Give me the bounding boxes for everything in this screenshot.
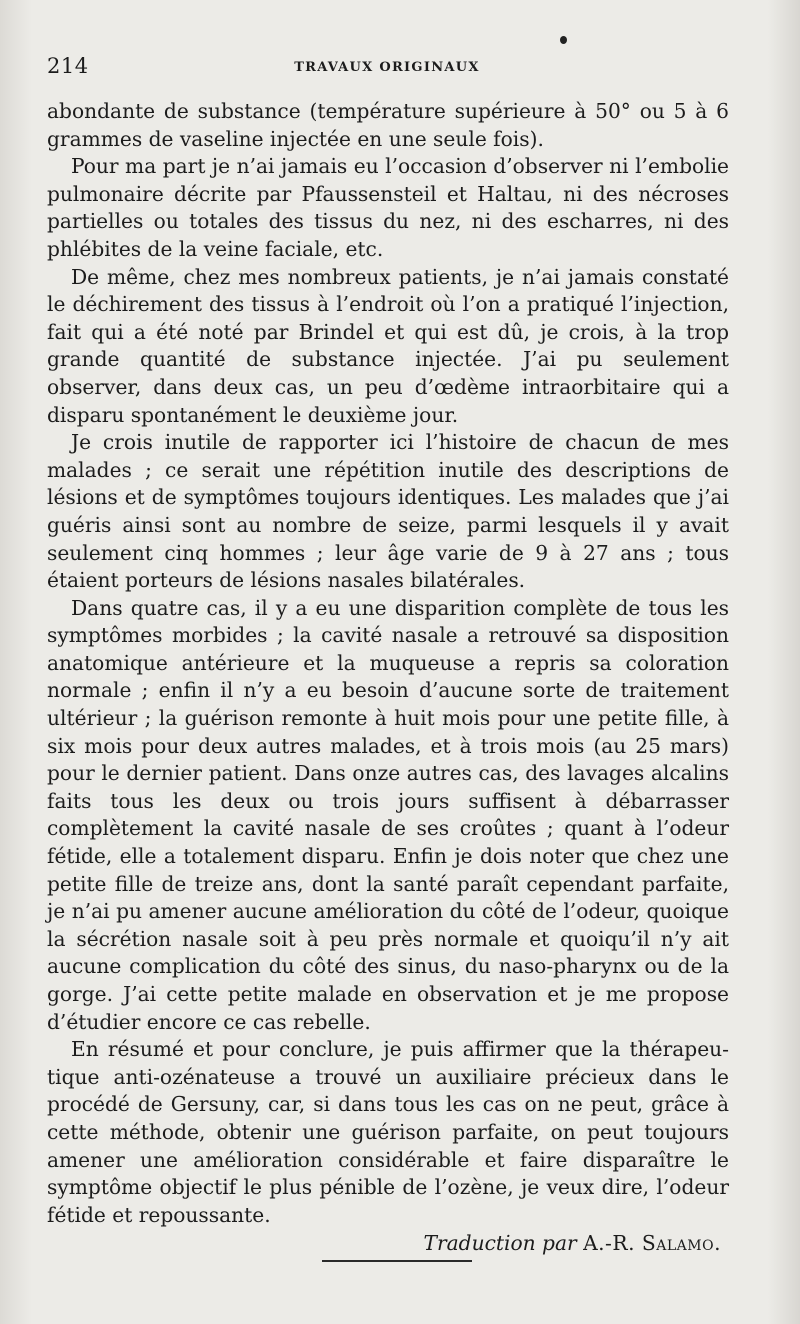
article-body: [47, 98, 729, 1258]
paragraph-4: Je crois inutile de rapporter ici l’histoire de chacun de mes malades ; ce serait une répétition inutile des descriptions de lésions et de symptômes toujours identiques. Les malades que j’ai guéris ainsi sont au nombre de seize, parmi lesquels il y avait seulement cinq hommes ; leur âge varie de 9 à 27 ans ; tous étaient porteurs de lésions nasales bilatérales.: [47, 430, 729, 593]
ink-dot: [560, 36, 567, 44]
translator-credit: [47, 1230, 729, 1258]
page-number: 214: [47, 54, 89, 78]
running-head: TRAVAUX ORIGINAUX: [294, 60, 480, 75]
translation-prefix: Traduction par: [423, 1231, 577, 1256]
paragraph-3: De même, chez mes nombreux patients, je n’ai jamais constaté le déchirement des tissus à l’endroit où l’on a pratiqué l’injection, fait qui a été noté par Brindel et qui est dû, je crois, à la trop grande quantité de substance injectée. J’ai pu seulement observer, dans deux cas, un peu d’œdème intraorbitaire qui a disparu spontanément le deuxième jour.: [47, 264, 729, 427]
translator-name: A.-R. Salamo.: [583, 1231, 721, 1256]
paragraph-2: Pour ma part je n’ai jamais eu l’occasion d’observer ni l’embolie pulmonaire décrite par Pfaussensteil et Haltau, ni des nécroses partielles ou totales des tissus du nez, ni des escharres, ni des phlébites de la veine faciale, etc.: [47, 154, 729, 261]
page-header: [47, 54, 727, 84]
paragraph-1: abondante de substance (température supérieure à 50° ou 5 à 6 grammes de vaseline injectée en une seule fois).: [47, 99, 729, 151]
end-rule: [322, 1260, 472, 1262]
paragraph-6: En résumé et pour conclure, je puis affirmer que la thérapeutique anti-ozénateuse a trouvé un auxiliaire précieux dans le procédé de Gersuny, car, si dans tous les cas on ne peut, grâce à cette méthode, obtenir une guérison parfaite, on peut toujours amener une amélioration considérable et faire disparaître le symptôme objectif le plus pénible de l’ozène, je veux dire, l’odeur fétide et repoussante.: [47, 1037, 729, 1227]
paragraph-5: Dans quatre cas, il y a eu une disparition complète de tous les symptômes morbides ; la cavité nasale a retrouvé sa disposition anatomique antérieure et la muqueuse a repris sa coloration normale ; enfin il n’y a eu besoin d’aucune sorte de traitement ultérieur ; la guérison remonte à huit mois pour une petite fille, à six mois pour deux autres malades, et à trois mois (au 25 mars) pour le dernier patient. Dans onze autres cas, des lavages alcalins faits tous les deux ou trois jours suffisent à débarrasser complètement la cavité nasale de ses croûtes ; quant à l’odeur fétide, elle a totalement disparu. Enfin je dois noter que chez une petite fille de treize ans, dont la santé paraît cependant parfaite, je n’ai pu amener aucune amélioration du côté de l’odeur, quoique la sécrétion nasale soit à peu près normale et quoiqu’il n’y ait aucune complication du côté des sinus, du naso-pharynx ou de la gorge. J’ai cette petite malade en observation et je me propose d’étudier encore ce cas rebelle.: [47, 595, 729, 1034]
